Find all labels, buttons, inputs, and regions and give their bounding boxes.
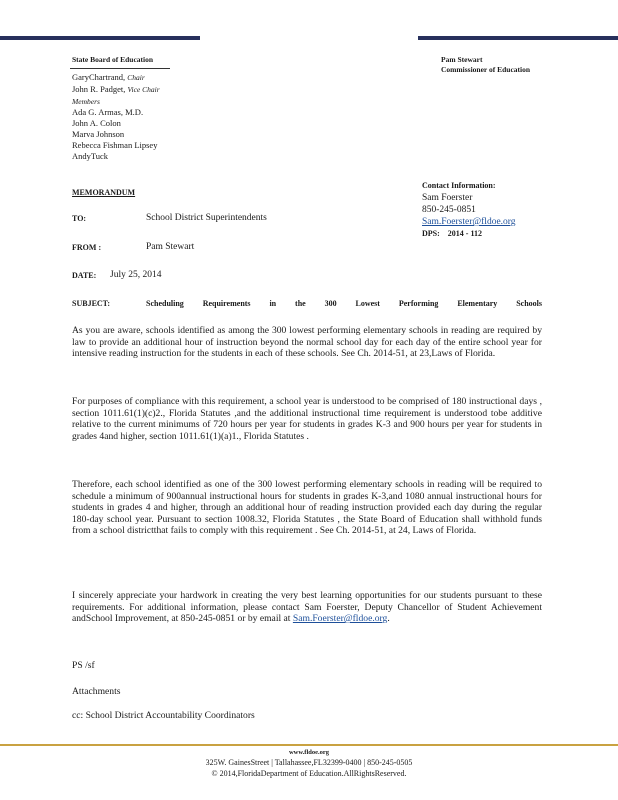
header-bar-right: [418, 36, 618, 40]
member-row: [72, 72, 160, 84]
member-name: GaryChartrand,: [72, 72, 126, 82]
contact-phone: 850-245-0851: [422, 205, 476, 215]
footer-address: 325W. GainesStreet | Tallahassee,FL32399-0400 | 850-245-0505: [205, 758, 413, 767]
closing-text: I sincerely appreciate your hardwork in creating the very best learning opportunities for our students pursuant to these requirements. For additional information, please contact Sam Foerster, Deputy Chancellor of Student Achievement andSchool Improvement, at 850-245-0851 or by email at: [72, 590, 542, 625]
member-role: Vice Chair: [127, 84, 160, 94]
dps-label: DPS:: [422, 229, 440, 238]
member-row: AndyTuck: [72, 150, 109, 161]
attachments-note: Attachments: [72, 686, 121, 697]
members-heading: Members: [72, 96, 100, 106]
date-label: DATE:: [72, 271, 97, 280]
member-row: Rebecca Fishman Lipsey: [72, 139, 158, 150]
footer-website[interactable]: www.fldoe.org: [288, 749, 330, 756]
to-label: TO:: [72, 214, 87, 223]
board-divider: [70, 68, 170, 69]
contact-email-link[interactable]: Sam.Foerster@fldoe.org: [422, 217, 516, 227]
member-row: John A. Colon: [72, 118, 121, 129]
member-role: Chair: [127, 73, 145, 82]
paragraph-2: For purposes of compliance with this requirement, a school year is understood to be comprised of 180 instructional days , section 1011.61(1)(c)2., Florida Statutes ,and the additional instructional time requirement is understood tobe additive relative to the current minimums of 720 hours per year for students in grades K-3 and 900 hours per year for students in grades 4and higher, section 1011.61(1)(a)1., Florida Statutes .: [72, 396, 542, 442]
to-value: School District Superintendents: [146, 213, 267, 223]
email-link[interactable]: Sam.Foerster@fldoe.org: [292, 613, 388, 625]
contact-heading: Contact Information:: [422, 181, 496, 190]
footer-copyright: © 2014,FloridaDepartment of Education.AllRightsReserved.: [211, 769, 407, 778]
member-row: [72, 84, 160, 96]
member-row: Ada G. Armas, M.D.: [72, 107, 144, 118]
initials: PS /sf: [72, 660, 95, 671]
board-title: State Board of Education: [72, 55, 154, 64]
subject-label: SUBJECT:: [72, 299, 111, 308]
member-row: Marva Johnson: [72, 128, 125, 139]
board-members-list: [72, 72, 160, 161]
commissioner-block: [441, 55, 530, 75]
header-bar-left: [0, 36, 200, 40]
commissioner-name: Pam Stewart: [441, 55, 483, 64]
subject-value: Scheduling Requirements in the 300 Lowest Performing Elementary Schools: [146, 299, 542, 308]
paragraph-3: Therefore, each school identified as one of the 300 lowest performing elementary schools in reading will be required to schedule a minimum of 900annual instructional hours for students in grades K-3,and 1080 annual instructional hours for students in grades 4 and higher, through an additional hour of reading instruction provided each day during the regular 180-day school year. Pursuant to section 1008.32, Florida Statutes , the State Board of Education shall withhold funds from a school districtthat fails to comply with this requirement . See Ch. 2014-51, at 24, Laws of Florida.: [72, 479, 542, 537]
contact-info-block: [422, 180, 572, 240]
memorandum-label: MEMORANDUM: [72, 188, 136, 197]
commissioner-title: Commissioner of Education: [441, 65, 531, 74]
cc-line: cc: School District Accountability Coordinators: [72, 710, 255, 721]
member-row: [72, 96, 160, 108]
footer-divider: [0, 744, 618, 746]
dps-value: 2014 - 112: [447, 229, 483, 238]
from-value: Pam Stewart: [146, 242, 195, 252]
from-label: FROM :: [72, 243, 102, 252]
paragraph-4: [72, 590, 542, 625]
contact-name: Sam Foerster: [422, 193, 473, 203]
member-name: John R. Padget,: [72, 83, 126, 94]
paragraph-1: As you are aware, schools identified as among the 300 lowest performing elementary schools in reading are required by law to provide an additional hour of instruction beyond the normal school day for each day of the entire school year for intensive reading instruction for the students in each of these schools. See Ch. 2014-51, at 23,Laws of Florida.: [72, 325, 542, 360]
closing-period: .: [387, 613, 390, 625]
date-value: July 25, 2014: [110, 270, 162, 280]
